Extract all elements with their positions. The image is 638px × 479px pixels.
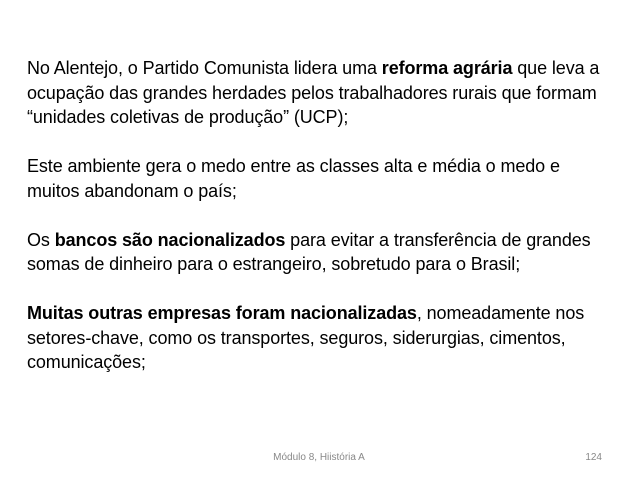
paragraph-banks [27, 228, 617, 277]
text-segment: Este ambiente gera o medo entre as classes alta e média o medo e muitos abandonam o país; [27, 156, 560, 201]
text-segment: No Alentejo, o Partido Comunista lidera uma [27, 58, 382, 78]
footer-label: Módulo 8, Hiistória A [273, 452, 365, 463]
paragraph-companies [27, 301, 617, 375]
text-segment: Os [27, 229, 55, 250]
text-segment: que leva a ocupação das grandes herdades pelos trabalhadores rurais que formam “unidades coletivas de produção” (UCP); [27, 58, 600, 127]
bold-segment: bancos são nacionalizados [54, 229, 286, 250]
paragraph-fear [27, 154, 617, 203]
bold-segment: Muitas outras empresas foram nacionalizadas [27, 303, 417, 323]
slide-body [27, 56, 617, 375]
text-segment: para evitar a transferência de grandes somas de dinheiro para o estrangeiro, sobretudo para o Brasil; [27, 229, 591, 274]
bold-segment: reforma agrária [381, 58, 513, 78]
page-number: 124 [585, 452, 602, 463]
text-segment: , nomeadamente nos setores-chave, como os transportes, seguros, siderurgias, cimentos, comunicações; [27, 303, 585, 372]
paragraph-agrarian-reform [27, 56, 617, 130]
